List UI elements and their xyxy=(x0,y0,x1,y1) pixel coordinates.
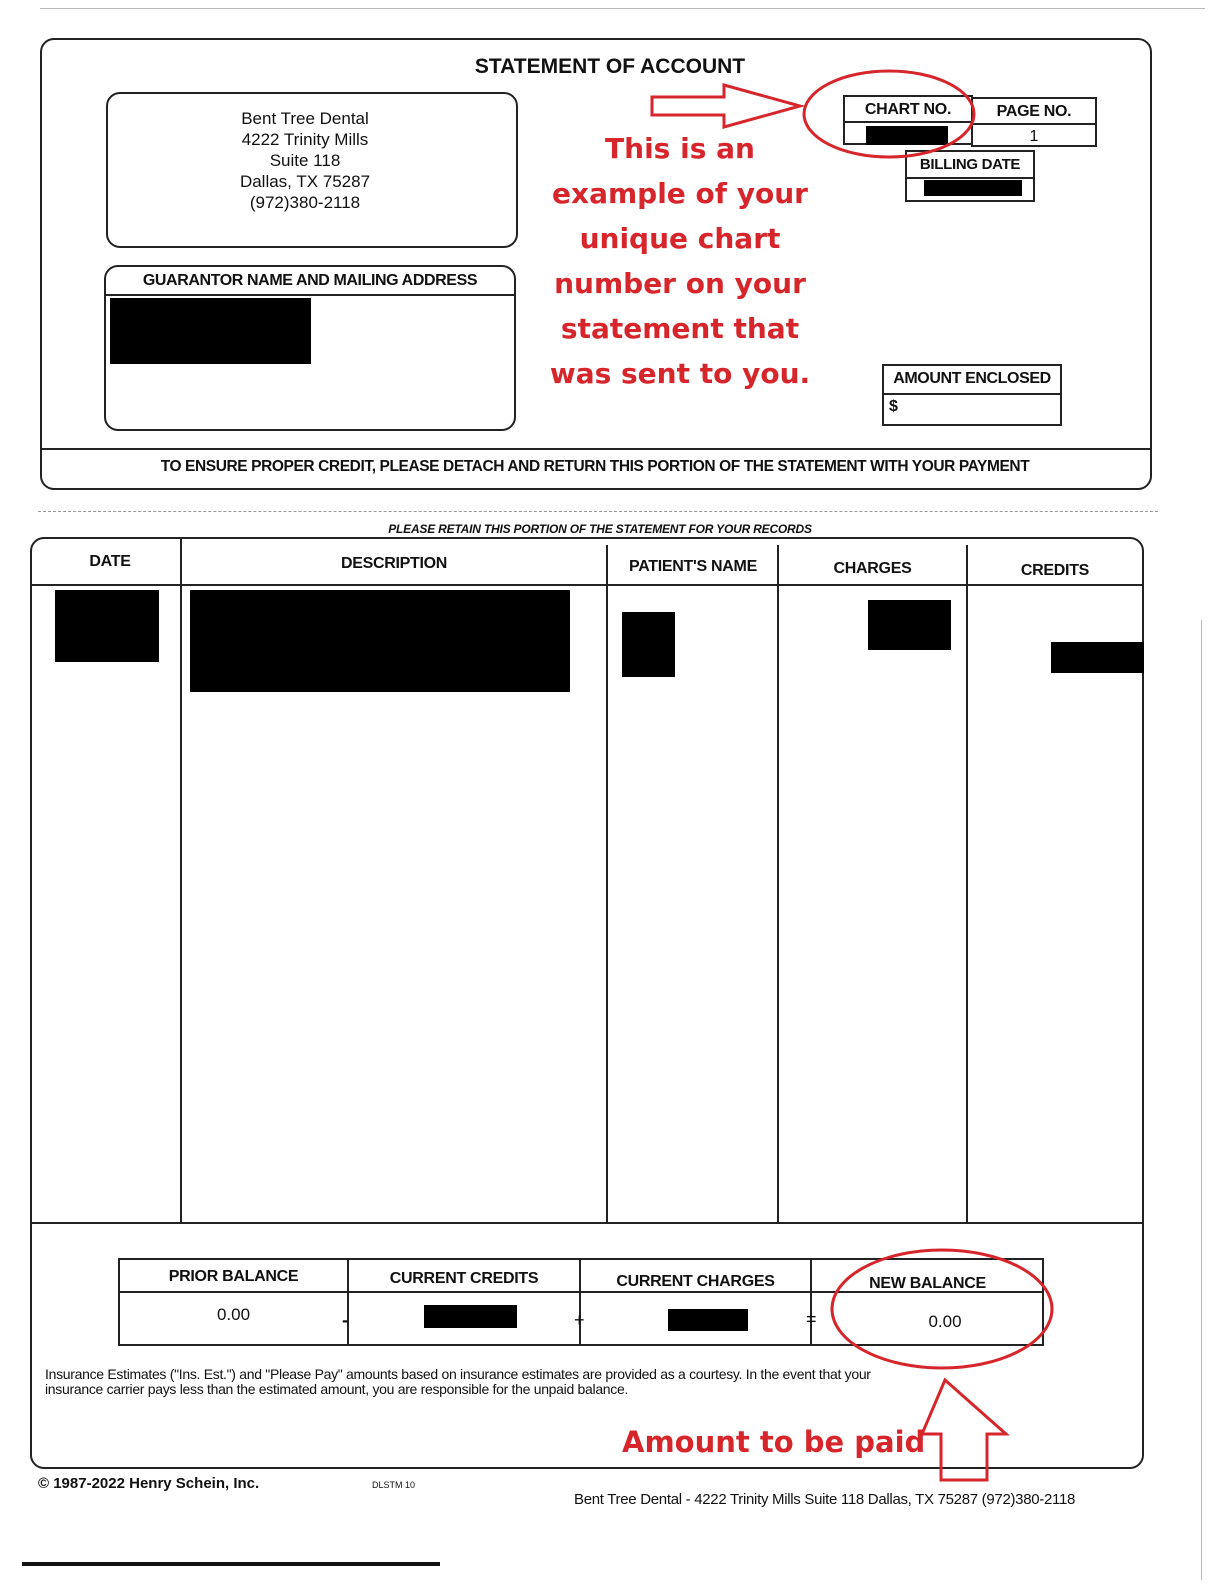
chart-annotation-line-2: example of your xyxy=(552,177,808,210)
prior-balance-label: PRIOR BALANCE xyxy=(168,1268,299,1285)
practice-phone: (972)380-2118 xyxy=(249,193,361,212)
equals-operator: = xyxy=(806,1309,817,1329)
new-balance-highlight-circle xyxy=(832,1250,1052,1368)
chart-annotation-line-5: statement that xyxy=(560,312,800,345)
new-balance-value: 0.00 xyxy=(928,1312,962,1331)
chart-annotation-line-1: This is an xyxy=(605,132,755,165)
practice-name: Bent Tree Dental xyxy=(241,109,369,128)
page-no-label: PAGE NO. xyxy=(996,103,1072,120)
header-charges: CHARGES xyxy=(833,560,912,577)
bottom-scan-bar xyxy=(22,1562,440,1566)
practice-city: Dallas, TX 75287 xyxy=(239,172,371,191)
new-balance-label: NEW BALANCE xyxy=(869,1275,986,1292)
disclaimer-line-2: insurance carrier pays less than the estimated amount, you are responsible for the unpaid balance. xyxy=(45,1381,629,1397)
practice-street: 4222 Trinity Mills xyxy=(241,130,369,149)
col-divider-date xyxy=(180,539,182,1222)
current-credits-label: CURRENT CREDITS xyxy=(389,1270,539,1287)
date-redaction xyxy=(55,590,159,662)
col-divider-charges xyxy=(966,545,968,1222)
chart-no-highlight-circle xyxy=(804,71,974,157)
disclaimer-line-1: Insurance Estimates ("Ins. Est.") and "Please Pay" amounts based on insurance estimates are provided as a courtesy. In the event that your xyxy=(45,1366,871,1382)
patient-name-redaction xyxy=(622,612,675,677)
copyright: © 1987-2022 Henry Schein, Inc. xyxy=(38,1475,260,1492)
chart-annotation-text xyxy=(540,126,820,396)
form-code: DLSTM 10 xyxy=(372,1480,416,1490)
billing-date-label: BILLING DATE xyxy=(919,156,1021,173)
chart-annotation-line-6: was sent to you. xyxy=(549,357,811,390)
header-patient-name: PATIENT'S NAME xyxy=(629,558,757,575)
up-arrow-icon xyxy=(922,1380,1006,1480)
current-charges-label: CURRENT CHARGES xyxy=(616,1273,775,1290)
chart-annotation-line-3: unique chart xyxy=(579,222,781,255)
plus-operator: + xyxy=(574,1310,585,1330)
table-header-divider xyxy=(31,584,1143,586)
right-arrow-icon xyxy=(652,85,800,127)
amount-enclosed-dollar: $ xyxy=(889,398,898,415)
charges-redaction xyxy=(868,600,951,650)
header-date: DATE xyxy=(89,553,131,570)
header-credits: CREDITS xyxy=(1020,562,1090,579)
table-bottom-divider xyxy=(31,1222,1143,1224)
guarantor-label: GUARANTOR NAME AND MAILING ADDRESS xyxy=(142,272,478,289)
header-description: DESCRIPTION xyxy=(340,555,448,572)
chart-annotation-line-4: number on your xyxy=(554,267,806,300)
credits-redaction xyxy=(1051,642,1144,673)
col-divider-patient xyxy=(777,545,779,1222)
amount-enclosed-label: AMOUNT ENCLOSED xyxy=(893,370,1051,387)
description-redaction xyxy=(190,590,570,692)
page-no-value: 1 xyxy=(1029,128,1039,145)
col-divider-description xyxy=(606,545,608,1222)
prior-balance-value: 0.00 xyxy=(216,1305,251,1324)
statement-title: STATEMENT OF ACCOUNT xyxy=(474,55,746,78)
tear-line xyxy=(38,511,1158,512)
detach-notice: TO ENSURE PROPER CREDIT, PLEASE DETACH AND RETURN THIS PORTION OF THE STATEMENT WITH YOUR PAYMENT xyxy=(160,458,1030,475)
balance-annotation-graphics xyxy=(0,1230,1224,1490)
footer-address: Bent Tree Dental - 4222 Trinity Mills Suite 118 Dallas, TX 75287 (972)380-2118 xyxy=(574,1491,1076,1508)
practice-suite: Suite 118 xyxy=(269,151,341,170)
amount-to-be-paid-label: Amount to be paid xyxy=(622,1425,926,1459)
chart-no-label: CHART NO. xyxy=(864,101,952,118)
minus-operator: - xyxy=(342,1310,348,1330)
retain-notice: PLEASE RETAIN THIS PORTION OF THE STATEMENT FOR YOUR RECORDS xyxy=(388,522,812,536)
